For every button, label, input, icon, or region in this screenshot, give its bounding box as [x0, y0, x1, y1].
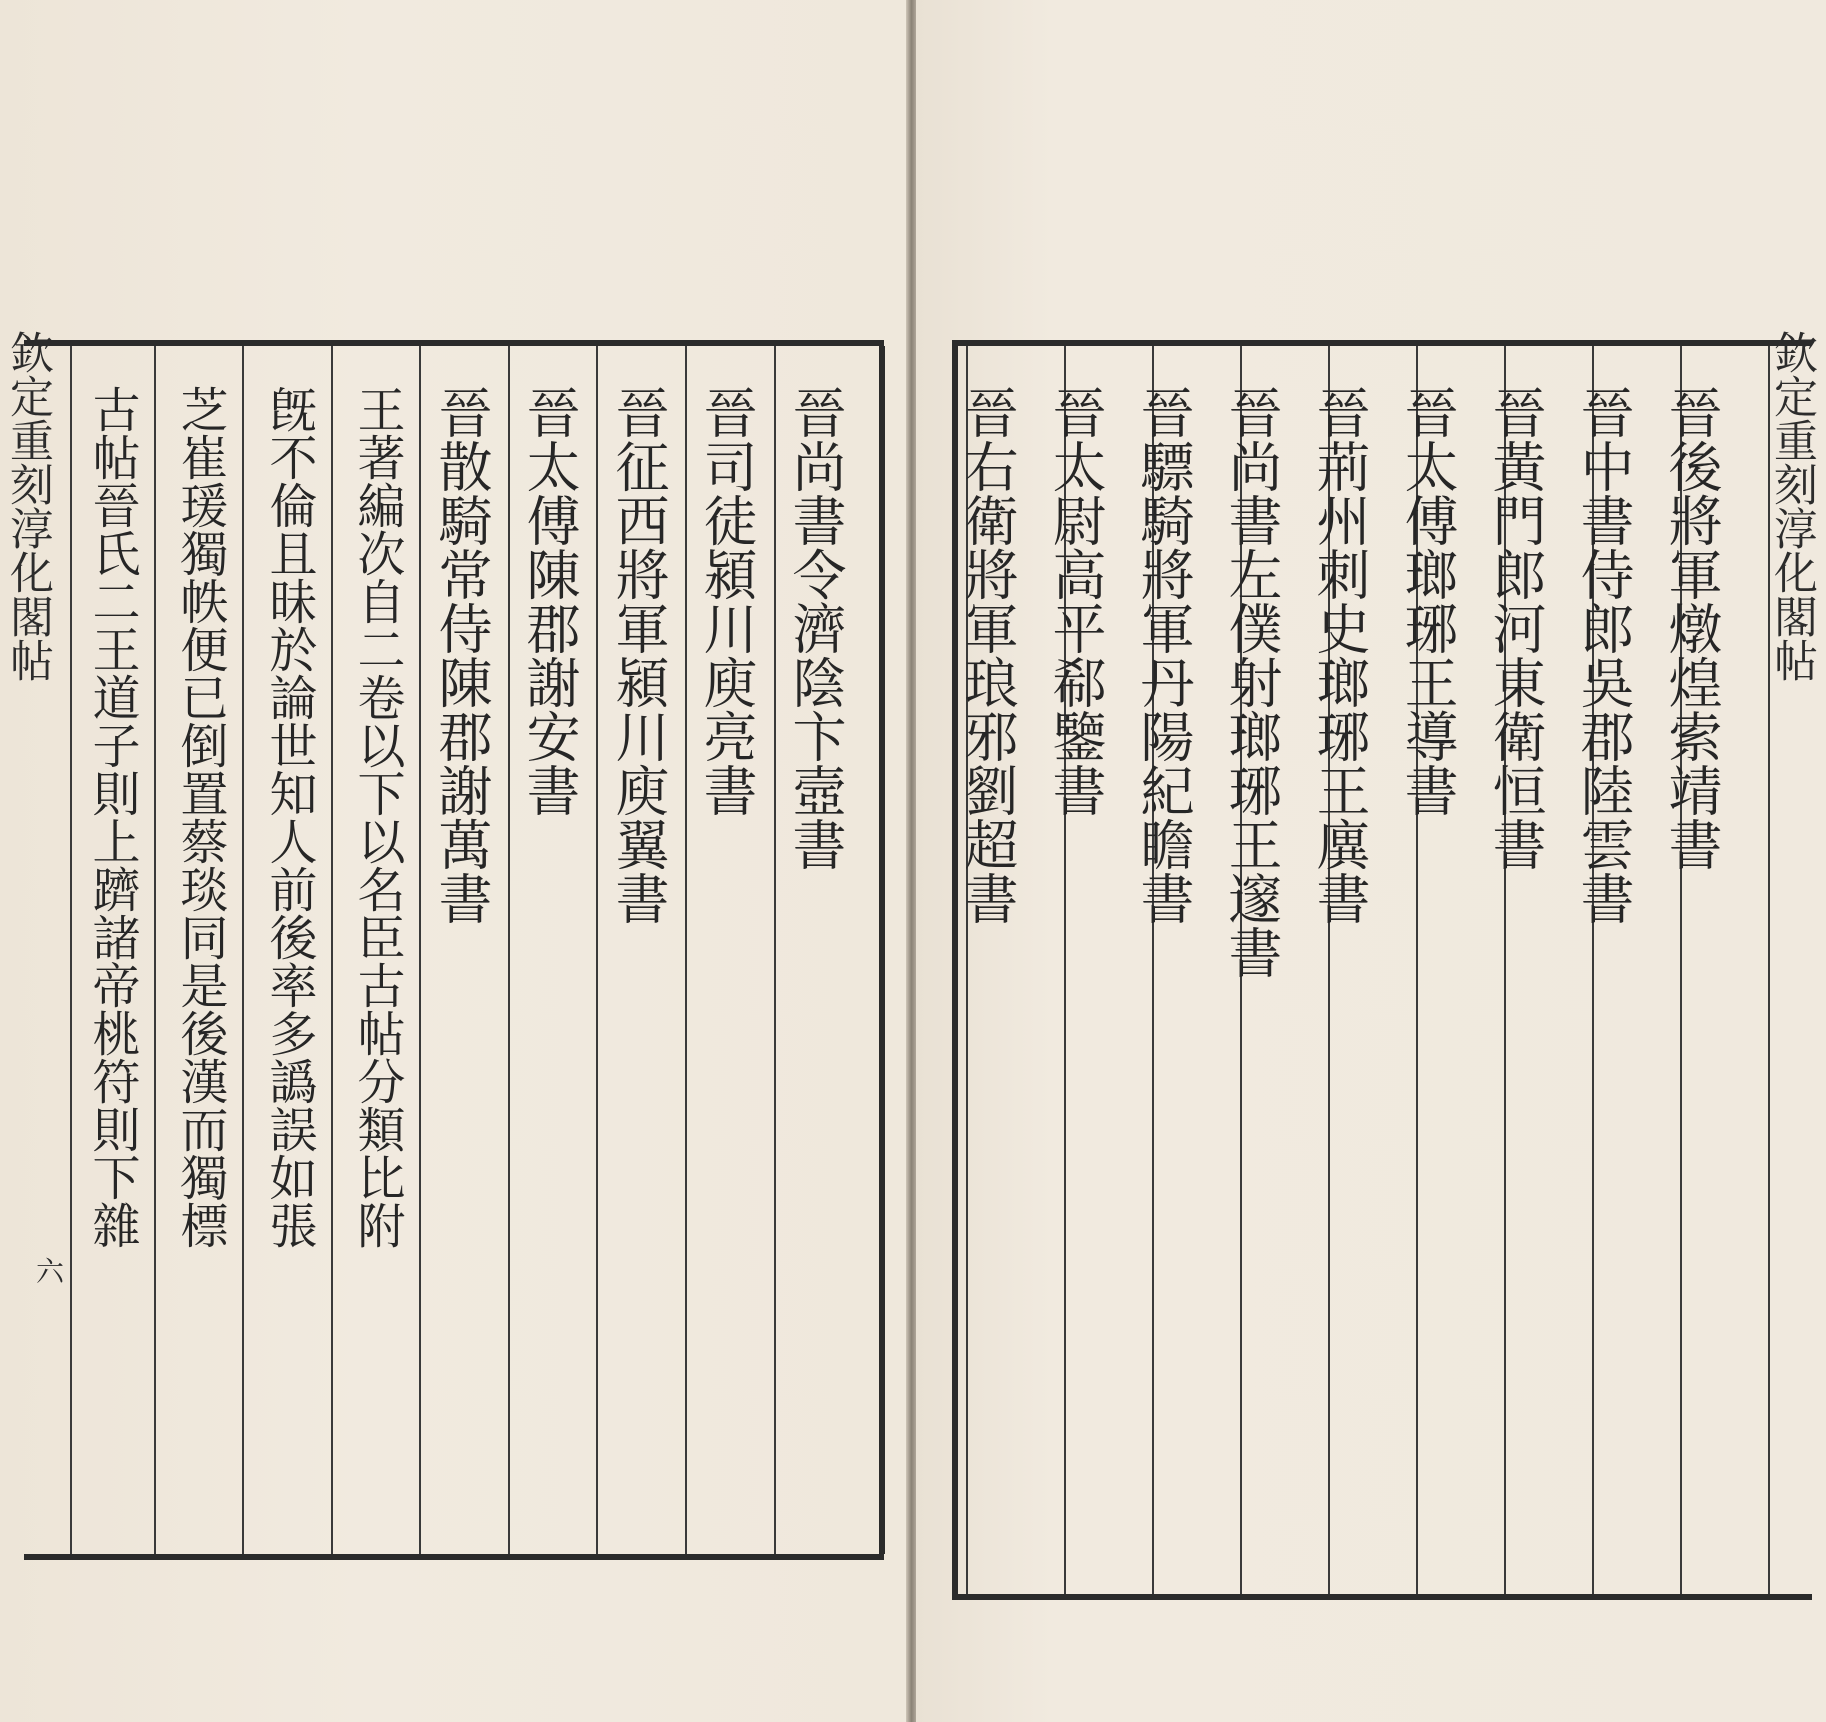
text-column-6: 王著編次自二卷以下以名臣古帖分類比附: [349, 385, 405, 1249]
right-margin-title: 欽定重刻淳化閣帖: [1766, 330, 1817, 682]
folio-number: 六: [36, 1255, 65, 1288]
text-column-9: 晉右衛將軍琅邪劉超書: [956, 385, 1019, 925]
text-column-1: 晉尚書令濟陰卞壼書: [784, 385, 847, 871]
right-page: [916, 0, 1826, 1722]
text-column-8: 晉太尉高平郗鑒書: [1044, 385, 1107, 817]
text-column-4: 晉太傅瑯琊王導書: [1396, 385, 1459, 817]
left-frame-right-edge: [879, 346, 885, 1554]
text-column-3: 晉征西將軍潁川庾翼書: [607, 385, 670, 925]
text-column-4: 晉太傅陳郡謝安書: [518, 385, 581, 817]
text-column-7: 晉驃騎將軍丹陽紀瞻書: [1132, 385, 1195, 925]
left-fore-edge-rule: [70, 346, 72, 1554]
column-rule: [774, 346, 776, 1554]
left-margin-title: 欽定重刻淳化閣帖: [2, 330, 53, 682]
column-rule: [419, 346, 421, 1554]
column-rule: [154, 346, 156, 1554]
text-column-6: 晉尚書左僕射瑯琊王邃書: [1220, 385, 1283, 979]
column-rule: [242, 346, 244, 1554]
column-rule: [508, 346, 510, 1554]
text-column-2: 晉司徒潁川庾亮書: [695, 385, 758, 817]
text-column-8: 芝崔瑗獨帙便已倒置蔡琰同是後漢而獨標: [172, 385, 228, 1249]
text-column-9: 古帖晉氏二王道子則上躋諸帝桃符則下雜: [84, 385, 140, 1249]
column-rule: [685, 346, 687, 1554]
left-page: [0, 0, 908, 1722]
text-column-3: 晉黃門郎河東衛恒書: [1484, 385, 1547, 871]
text-column-5: 晉散騎常侍陳郡謝萬書: [430, 385, 493, 925]
text-column-7: 旣不倫且昧於論世知人前後率多譌誤如張: [261, 385, 317, 1249]
column-rule: [596, 346, 598, 1554]
right-frame-bottom-edge: [952, 1594, 1812, 1600]
text-column-5: 晉荊州刺史瑯琊王廙書: [1308, 385, 1371, 925]
text-column-2: 晉中書侍郎吳郡陸雲書: [1572, 385, 1635, 925]
column-rule: [331, 346, 333, 1554]
text-column-1: 晉後將軍燉煌索靖書: [1660, 385, 1723, 871]
